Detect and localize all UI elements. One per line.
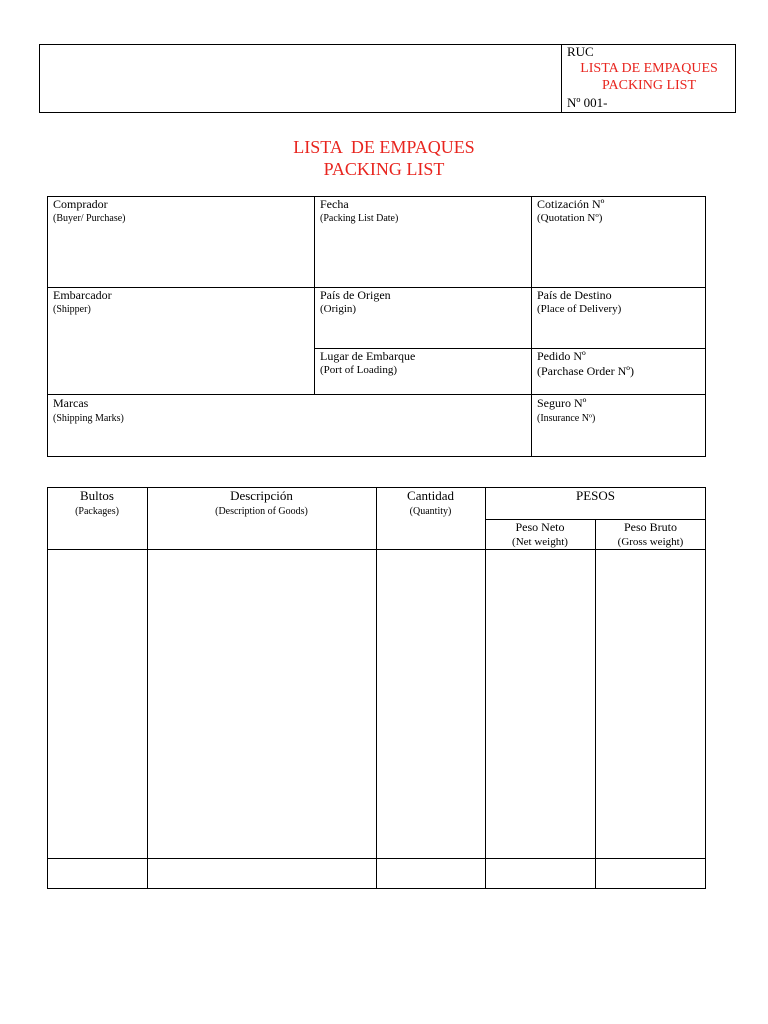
embarcador-label: Embarcador [53,288,112,302]
header-title-es: LISTA DE EMPAQUES [580,61,718,76]
pais-origen-label: País de Origen [320,288,391,302]
info-col-line-1 [314,196,315,394]
info-row-line-3 [47,394,706,395]
comprador-label: Comprador [53,197,108,211]
seguro-sub: (Insurance Nº) [537,413,596,424]
goods-header-line [47,549,706,550]
descripcion-sub: (Description of Goods) [215,506,308,517]
page-title-line2: PACKING LIST [323,159,445,179]
lugar-embarque-label: Lugar de Embarque [320,349,416,363]
document-number: Nº 001- [567,95,608,110]
header-title-en: PACKING LIST [602,78,696,93]
peso-neto-sub: (Net weight) [512,536,568,548]
cantidad-header: Cantidad [407,488,454,503]
lugar-embarque-sub: (Port of Loading) [320,364,397,376]
embarcador-sub: (Shipper) [53,304,91,315]
goods-total-line [47,858,706,859]
peso-neto-header: Peso Neto [515,520,565,534]
pais-destino-label: País de Destino [537,288,612,302]
page-title [0,136,768,180]
marcas-label: Marcas [53,396,89,410]
marcas-sub: (Shipping Marks) [53,413,124,424]
bultos-header: Bultos [80,488,114,503]
info-col-line-2 [531,196,532,457]
cotizacion-sub: (Quotation Nº) [537,212,603,224]
ruc-label: RUC [567,44,594,59]
bultos-sub: (Packages) [75,506,119,517]
goods-col-line-1 [147,487,148,889]
page-title-line1: LISTA DE EMPAQUES [293,137,475,157]
pesos-header: PESOS [575,488,616,503]
fecha-label: Fecha [320,197,349,211]
comprador-sub: (Buyer/ Purchase) [53,213,126,224]
peso-bruto-header: Peso Bruto [623,520,677,534]
pedido-label: Pedido Nº [537,349,586,363]
pedido-sub: (Parchase Order Nº) [537,364,635,378]
cotizacion-label: Cotización Nº [537,197,605,211]
pais-destino-sub: (Place of Delivery) [537,303,622,315]
pais-origen-sub: (Origin) [320,303,357,315]
goods-col-line-2 [376,487,377,889]
fecha-sub: (Packing List Date) [320,213,399,224]
cantidad-sub: (Quantity) [409,506,452,517]
peso-bruto-sub: (Gross weight) [617,536,684,548]
descripcion-header: Descripción [230,488,293,503]
goods-col-line-4 [595,519,596,889]
seguro-label: Seguro Nº [537,396,587,410]
info-table [47,196,706,457]
